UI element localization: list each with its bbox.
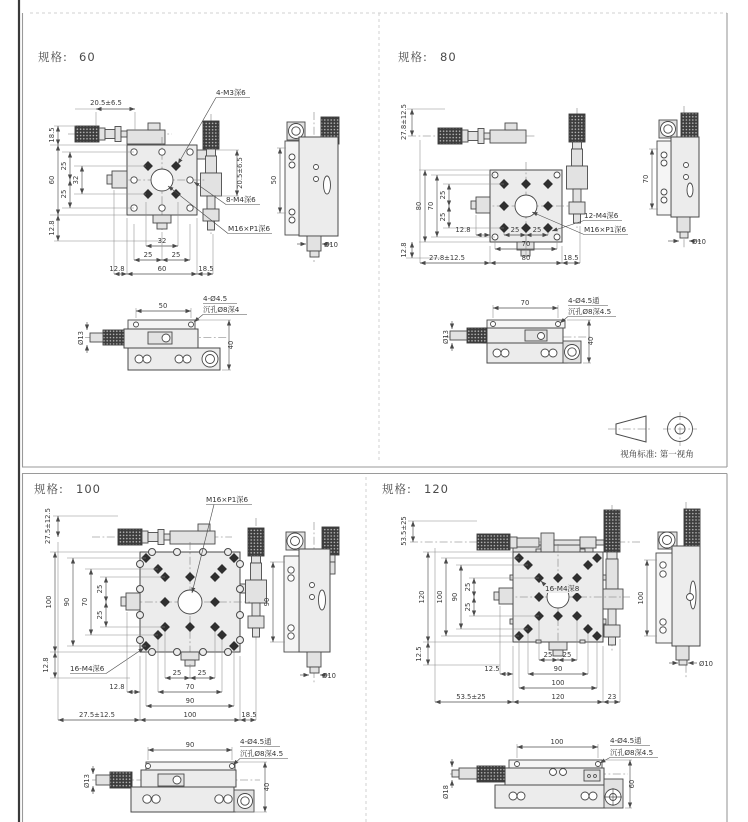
- dim-label: 25: [464, 602, 472, 612]
- leader-label-holes: 4-Ø4.5通: [568, 296, 600, 305]
- dim-label: 90: [451, 592, 459, 602]
- dim-label: Ø13: [83, 774, 91, 788]
- spec-80-side-view: [642, 106, 706, 248]
- dim-label: 12.8: [400, 242, 408, 258]
- leader-label-m4: 12-M4深6: [584, 211, 619, 220]
- spec-120: [382, 482, 713, 808]
- spec-80-front-view: [442, 296, 616, 363]
- dim-label: 25: [143, 251, 153, 259]
- dim-label: 100: [637, 591, 645, 605]
- dim-label: 90: [185, 741, 195, 749]
- leader-label-cbore: 沉孔Ø8深4.5: [240, 749, 284, 758]
- leader-label-holes: 4-Ø4.5: [203, 294, 228, 303]
- leader-label-holes: 4-Ø4.5通: [610, 736, 642, 745]
- dim-label: Ø10: [324, 241, 338, 249]
- dim-travel-bottom: 53.5±25: [456, 693, 486, 701]
- leader-label-m3: 4-M3深6: [216, 88, 246, 97]
- dim-label: 100: [436, 590, 444, 604]
- first-angle-symbol: [608, 412, 697, 460]
- dim-label: 25: [510, 226, 520, 234]
- dim-label: 12.8: [455, 226, 471, 234]
- dim-label: 70: [81, 597, 89, 607]
- spec-80: [398, 50, 706, 460]
- spec-120-title: 规格:: [382, 482, 412, 496]
- dim-label: 70: [185, 683, 195, 691]
- spec-60: [38, 50, 339, 370]
- dim-label: 60: [48, 175, 56, 185]
- dim-label: 25: [532, 226, 542, 234]
- dim-label: 90: [263, 597, 271, 607]
- dim-label: 70: [642, 174, 650, 184]
- dim-label: 25: [197, 669, 207, 677]
- spec-100-plan-view: [92, 518, 267, 668]
- spec-60-front-view: [77, 294, 247, 370]
- dim-label: 12.8: [109, 683, 125, 691]
- dim-travel: 53.5±25: [400, 516, 408, 546]
- dim-travel-bottom: 27.8±12.5: [429, 254, 465, 262]
- spec-60-title: 规格:: [38, 50, 68, 64]
- dim-label: 18.5: [563, 254, 579, 262]
- dim-label: Ø13: [77, 331, 85, 345]
- dim-label: 80: [521, 254, 531, 262]
- spec-100-title: 规格:: [34, 482, 64, 496]
- leader-label-cbore: 沉孔Ø8深4.5: [568, 307, 612, 316]
- leader-label-m16: M16×P1深6: [584, 225, 627, 234]
- leader-label-cbore: 沉孔Ø8深4: [203, 305, 240, 314]
- dim-label: 90: [63, 597, 71, 607]
- dim-label: 60: [628, 779, 636, 789]
- spec-120-front-view: [442, 736, 658, 808]
- dim-label: 25: [172, 669, 182, 677]
- dim-label: 50: [158, 302, 168, 310]
- dim-label: 60: [157, 265, 167, 273]
- dim-label: 18.5: [48, 127, 56, 143]
- dim-travel-top: 20.5±6.5: [90, 99, 122, 107]
- dim-label: 12.5: [415, 646, 423, 662]
- leader-label-m4: 8-M4深6: [226, 195, 256, 204]
- dim-travel-bottom: 27.5±12.5: [79, 711, 115, 719]
- dim-label: Ø10: [322, 672, 336, 680]
- spec-120-side-view: [637, 502, 713, 678]
- spec-80-value: 80: [440, 50, 457, 64]
- dim-travel-right: 20.5±6.5: [236, 157, 244, 189]
- dim-label: Ø13: [442, 330, 450, 344]
- dim-label: 80: [415, 201, 423, 211]
- dim-label: 25: [60, 161, 68, 171]
- dim-label: 40: [263, 782, 271, 792]
- dim-label: 70: [427, 201, 435, 211]
- dim-travel: 27.5±12.5: [44, 508, 52, 544]
- leader-label-cbore: 沉孔Ø8深4.5: [610, 748, 654, 757]
- dim-label: 70: [521, 240, 531, 248]
- dim-label: 120: [418, 590, 426, 604]
- leader-label-m16: M16×P1深6: [206, 495, 249, 504]
- spec-60-side-view: [270, 112, 339, 262]
- dim-label: 12.5: [484, 665, 500, 673]
- spec-60-value: 60: [79, 50, 96, 64]
- spec-100-front-view: [83, 737, 288, 812]
- spec-120-value: 120: [424, 482, 449, 496]
- dim-label: 50: [270, 175, 278, 185]
- dim-label: 25: [96, 584, 104, 594]
- dim-label: 40: [227, 340, 235, 350]
- dim-label: 23: [607, 693, 617, 701]
- dim-label: 32: [72, 175, 80, 185]
- leader-label-m4: 16-M4深8: [545, 584, 580, 593]
- sheet-borders: [19, 0, 727, 822]
- spec-100: [34, 482, 339, 812]
- dim-label: 70: [520, 299, 530, 307]
- spec-60-plan-view: [68, 114, 222, 234]
- dim-label: 18.5: [198, 265, 214, 273]
- dim-label: 25: [439, 190, 447, 200]
- dim-label: 12.8: [109, 265, 125, 273]
- dim-label: 90: [185, 697, 195, 705]
- dim-label: Ø10: [699, 660, 713, 668]
- dim-label: 25: [543, 651, 553, 659]
- dim-label: 25: [464, 582, 472, 592]
- dim-label: 90: [553, 665, 563, 673]
- dim-label: 120: [551, 693, 565, 701]
- spec-100-side-view: [263, 522, 339, 684]
- dim-label: 18.5: [241, 711, 257, 719]
- dim-label: 100: [45, 595, 53, 609]
- spec-80-plan-view: [408, 108, 588, 256]
- dim-label: 25: [60, 189, 68, 199]
- dim-label: 100: [550, 738, 564, 746]
- spec-80-title: 规格:: [398, 50, 428, 64]
- spec-120-plan-view: [410, 505, 640, 656]
- leader-label-holes: 4-Ø4.5通: [240, 737, 272, 746]
- dim-label: 25: [439, 212, 447, 222]
- dim-label: 40: [587, 336, 595, 346]
- dim-travel: 27.8±12.5: [400, 104, 408, 140]
- dim-label: 12.8: [42, 657, 50, 673]
- dim-label: Ø18: [442, 785, 450, 799]
- dim-label: 25: [96, 610, 104, 620]
- leader-label-m16: M16×P1深6: [228, 224, 271, 233]
- dim-label: 12.8: [48, 220, 56, 236]
- spec-100-value: 100: [76, 482, 101, 496]
- leader-label-m4: 16-M4深6: [70, 664, 105, 673]
- dim-label: 32: [157, 237, 167, 245]
- dim-label: 25: [171, 251, 181, 259]
- dim-label: 25: [562, 651, 572, 659]
- view-standard-note: 视角标准: 第一视角: [620, 450, 694, 460]
- dim-label: Ø10: [692, 238, 706, 246]
- dim-label: 100: [551, 679, 565, 687]
- dim-label: 100: [183, 711, 197, 719]
